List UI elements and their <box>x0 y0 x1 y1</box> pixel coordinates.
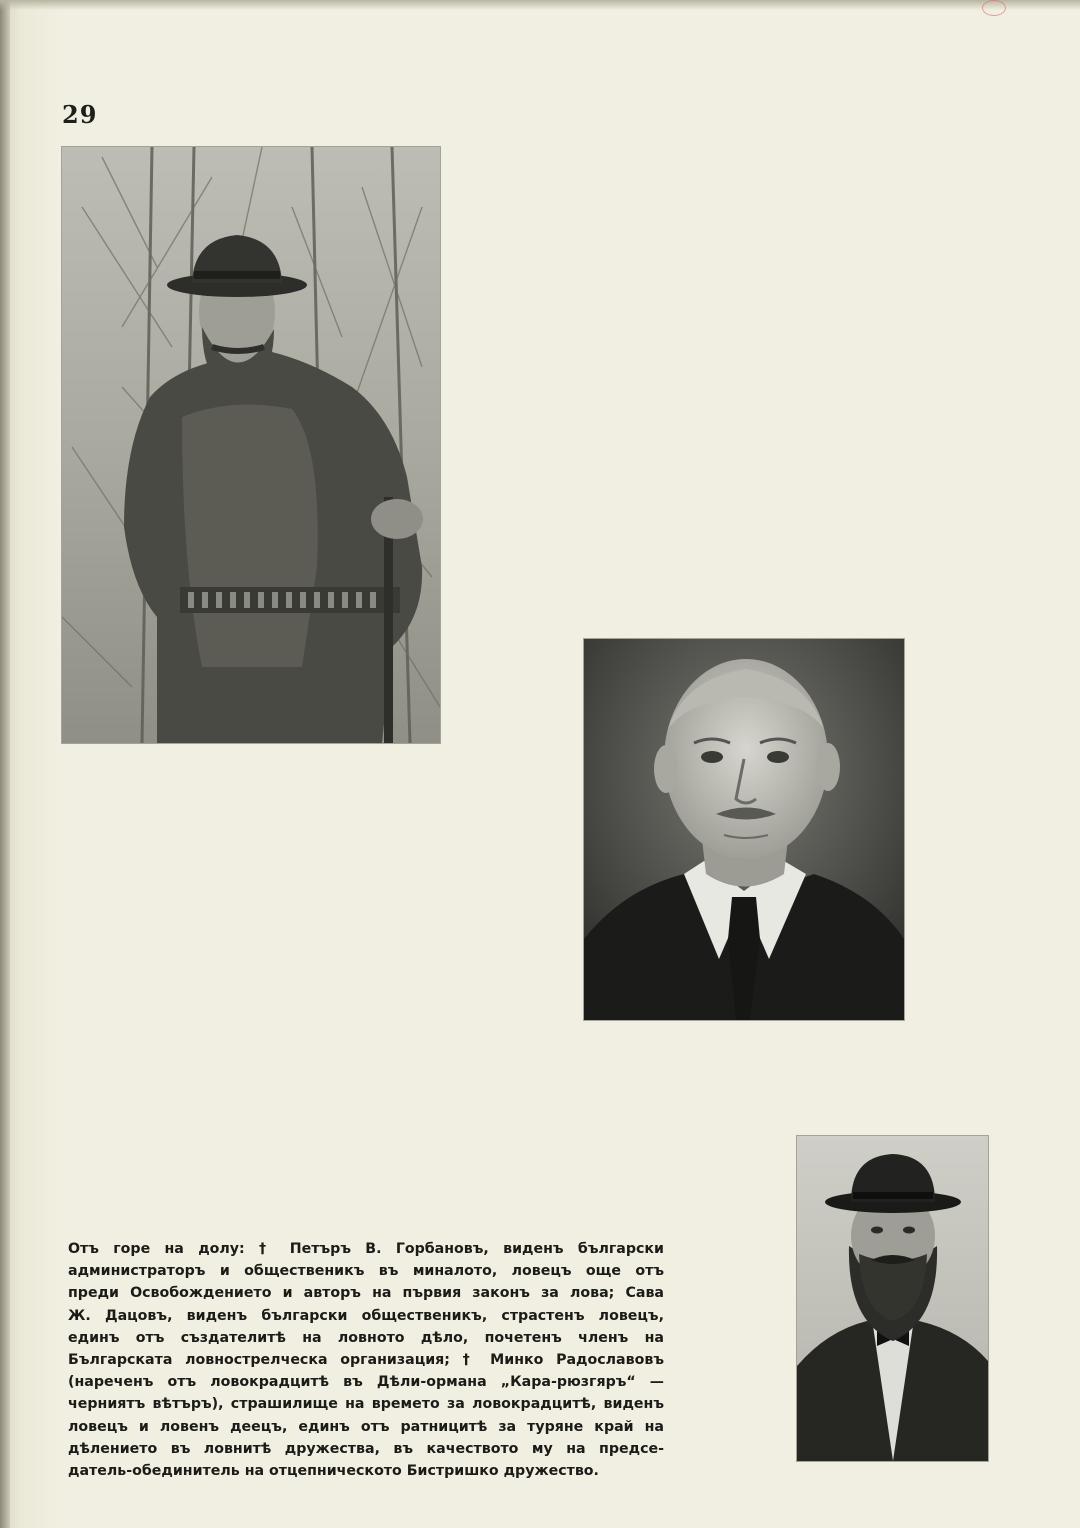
caption-line: Ж. Дацовъ, виденъ български общественикъ, страстенъ ловецъ, <box>68 1307 664 1324</box>
caption-line: дѣлението въ ловнитѣ дружества, въ качеството му на предсе- <box>68 1440 664 1457</box>
caption-line: (нареченъ отъ ловокрадцитѣ въ Дѣли-ормана „Кара-рюзгяръ“ — <box>68 1374 664 1391</box>
portrait-photo-image <box>584 639 904 1020</box>
library-stamp <box>982 0 1006 16</box>
top-shadow <box>0 0 1080 10</box>
hunter-photo-image <box>62 147 440 743</box>
bowler-portrait-image <box>797 1136 988 1461</box>
caption-line: датель-обединитель на отцепническото Бистришко дружество. <box>68 1463 599 1480</box>
photo-caption <box>68 1238 664 1482</box>
caption-line: единъ отъ създателитѣ на ловното дѣло, почетенъ членъ на <box>68 1329 664 1346</box>
caption-line: Отъ горе на долу: † Петъръ В. Горбановъ, виденъ български <box>68 1241 664 1257</box>
photo-hunter-in-forest <box>62 147 440 743</box>
caption-line: преди Освобождението и авторъ на първия законъ за лова; Сава <box>68 1285 664 1302</box>
page-number: 29 <box>62 100 98 129</box>
photo-portrait-sava-datsov <box>584 639 904 1020</box>
caption-line: черниятъ вѣтъръ), страшилище на времето за ловокрадцитѣ, виденъ <box>68 1396 664 1413</box>
caption-line: ловецъ и ловенъ деецъ, единъ отъ ратницитѣ за туряне край на <box>68 1418 664 1435</box>
caption-line: администраторъ и общественикъ въ миналото, ловецъ още отъ <box>68 1263 664 1280</box>
photo-portrait-minko-radoslavov <box>797 1136 988 1461</box>
binding-edge <box>0 0 10 1528</box>
caption-line: Българската ловнострелческа организация; † Минко Радославовъ <box>68 1352 664 1369</box>
